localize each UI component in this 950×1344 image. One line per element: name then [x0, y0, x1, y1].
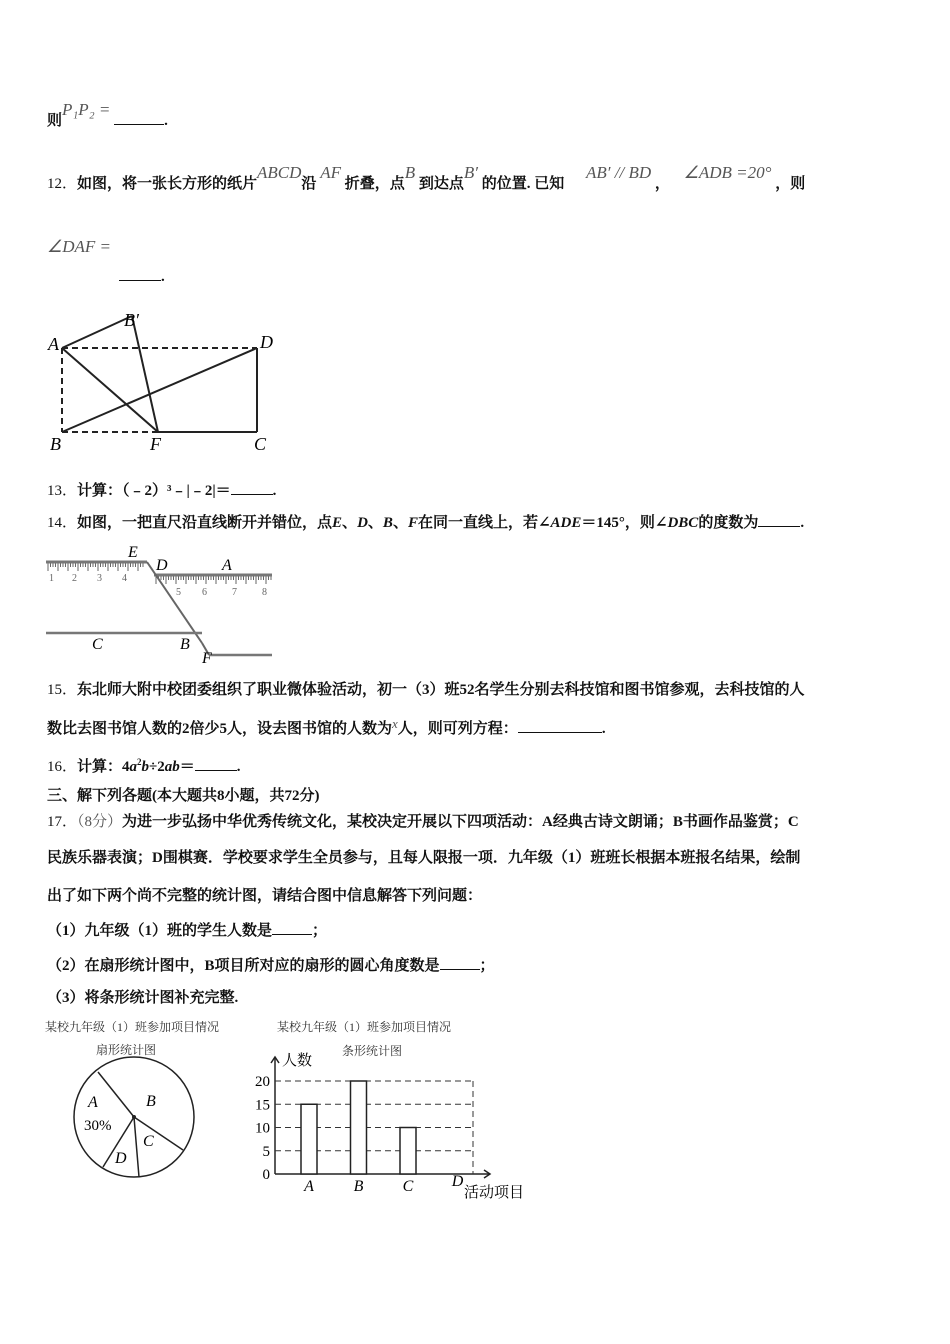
math: ∠ADB =20° — [683, 163, 772, 182]
bar-C — [400, 1128, 416, 1175]
math: B — [382, 515, 393, 531]
math: F — [407, 515, 418, 531]
bar-A — [301, 1104, 317, 1174]
y-tick-label: 5 — [262, 1143, 270, 1160]
y-tick-label: 15 — [255, 1097, 270, 1114]
q17-line3: 出了如下两个尚不完整的统计图，请结合图中信息解答下列问题： — [47, 888, 483, 904]
q17-sub3: （3）将条形统计图补充完整. — [47, 990, 239, 1006]
question-number: 15． — [47, 682, 78, 698]
label-b: B — [50, 434, 61, 454]
line-af — [62, 348, 158, 432]
tick-label: 2 — [72, 573, 77, 584]
q12-figure — [40, 310, 280, 455]
label-b: B — [180, 636, 190, 653]
label-a: A — [48, 334, 59, 354]
text: . — [161, 269, 165, 285]
text: 计算：4 — [77, 759, 130, 775]
question-number: 14． — [47, 515, 78, 531]
text: 为进一步弘扬中华优秀传统文化，某校决定开展以下四项活动：A经典古诗文朗诵；B书画作品鉴赏；C — [122, 814, 799, 830]
label-f: F — [202, 650, 212, 667]
text: ； — [312, 923, 328, 939]
math-expression: P₁P₂ = — [62, 100, 111, 119]
tick-label: 3 — [97, 573, 102, 584]
answer-blank[interactable] — [195, 756, 237, 771]
label-a: A — [222, 557, 232, 574]
text: ＝ — [179, 759, 195, 775]
q17-line2: 民族乐器表演；D围棋赛．学校要求学生全员参与，且每人限报一项．九年级（1）班班长根据本班报名结果，绘制 — [47, 850, 801, 866]
pie-slice-boundary — [134, 1117, 183, 1150]
y-tick-label: 20 — [255, 1074, 270, 1090]
text: . — [236, 759, 241, 775]
text: ＝145°，则∠ — [581, 515, 668, 531]
pie-percent-a: 30% — [84, 1118, 112, 1134]
math: AB′ // BD — [586, 163, 652, 182]
pie-title: 某校九年级（1）班参加项目情况 — [45, 1020, 220, 1034]
text: 的度数为 — [698, 515, 759, 531]
bar-chart — [250, 1015, 550, 1205]
score: （8分） — [77, 814, 123, 830]
text: ÷2 — [149, 759, 165, 775]
pie-slice-boundary — [134, 1117, 139, 1177]
q16-text — [47, 752, 241, 777]
label-d: D — [260, 332, 273, 352]
label-e: E — [128, 544, 138, 561]
answer-blank[interactable] — [119, 266, 161, 281]
ruler-ticks-left — [48, 563, 143, 571]
text: 计算：（﹣2）³﹣|﹣2|＝ — [77, 483, 231, 499]
math: a — [129, 759, 138, 775]
text: 则 — [47, 113, 63, 129]
pie-chart — [40, 1015, 245, 1190]
ruler-ticks-right — [156, 576, 271, 584]
answer-blank[interactable] — [272, 920, 312, 935]
math: B — [404, 163, 416, 182]
x-tick-label: B — [353, 1178, 364, 1195]
x-tick-label: D — [451, 1173, 464, 1190]
text: 、 — [367, 515, 383, 531]
label-f: F — [150, 434, 161, 454]
math: b — [141, 759, 150, 775]
answer-blank[interactable] — [518, 718, 602, 733]
text: . — [164, 113, 168, 129]
pie-label-a: A — [88, 1094, 98, 1111]
text: ，则 — [775, 176, 806, 192]
tick-label: 7 — [232, 587, 237, 598]
math: ab — [164, 759, 180, 775]
question-number: 17． — [47, 814, 78, 830]
pie-center — [132, 1115, 136, 1119]
text: （2）在扇形统计图中，B项目所对应的扇形的圆心角度数是 — [47, 958, 440, 974]
y-axis-label: 人数 — [282, 1053, 313, 1069]
answer-blank[interactable] — [231, 480, 273, 495]
text: . — [272, 483, 277, 499]
answer-blank[interactable] — [114, 110, 164, 125]
tick-label: 5 — [176, 587, 181, 598]
line-b1f — [132, 316, 158, 432]
pie-label-b: B — [146, 1093, 156, 1110]
q17-sub2 — [47, 955, 495, 976]
question-number: 16． — [47, 759, 78, 775]
tick-label: 6 — [202, 587, 207, 598]
q13-text — [47, 480, 276, 501]
question-number: 12． — [47, 176, 78, 192]
text: 东北师大附中校团委组织了职业微体验活动，初一（3）班52名学生分别去科技馆和图书馆参观，去科技馆的人 — [77, 682, 805, 698]
pie-label-d: D — [115, 1150, 127, 1167]
q17-sub1 — [47, 920, 327, 941]
label-b-prime: B′ — [124, 310, 139, 330]
math: 2 — [137, 757, 142, 767]
text: 到达点 — [418, 176, 464, 192]
text: . — [601, 721, 606, 737]
x-axis-label: 活动项目 — [464, 1185, 525, 1201]
math: ∠DAF = — [47, 237, 112, 256]
section-heading: 三、解下列各题(本大题共8小题，共72分) — [47, 788, 320, 804]
label-d: D — [156, 557, 168, 574]
pie-slice-boundary — [98, 1072, 134, 1117]
answer-blank[interactable] — [440, 955, 480, 970]
y-tick-label: 0 — [262, 1167, 270, 1183]
q15-line2 — [47, 718, 606, 739]
q14-text — [47, 512, 804, 533]
q12-answer-line — [47, 237, 165, 287]
math: DBC — [667, 515, 699, 531]
text: 折叠，点 — [344, 176, 405, 192]
math: E — [332, 515, 343, 531]
text: 沿 — [301, 176, 317, 192]
tick-label: 4 — [122, 573, 127, 584]
text: ， — [654, 176, 670, 192]
label-c: C — [254, 434, 267, 454]
text: 在同一直线上，若∠ — [417, 515, 551, 531]
q15-line1 — [47, 680, 805, 700]
q12-text — [47, 163, 806, 194]
text: ； — [479, 958, 495, 974]
pie-subtitle: 扇形统计图 — [96, 1043, 157, 1057]
text: （1）九年级（1）班的学生人数是 — [47, 923, 273, 939]
bar-B — [351, 1081, 367, 1174]
text: 数比去图书馆人数的2倍少5人，设去图书馆的人数为 — [47, 721, 393, 737]
q17-line1 — [47, 812, 799, 832]
tick-label: 8 — [262, 587, 267, 598]
text: 如图，将一张长方形的纸片 — [77, 176, 258, 192]
x-tick-label: A — [304, 1178, 314, 1195]
text: . — [800, 515, 805, 531]
x-tick-label: C — [402, 1178, 414, 1195]
text: 、 — [392, 515, 408, 531]
text: 、 — [342, 515, 358, 531]
line-bd — [62, 348, 257, 432]
text: 如图，一把直尺沿直线断开并错位，点 — [77, 515, 333, 531]
label-c: C — [92, 636, 103, 653]
y-tick-label: 10 — [255, 1120, 270, 1137]
answer-blank[interactable] — [758, 512, 800, 527]
bar-subtitle: 条形统计图 — [342, 1044, 403, 1058]
bar-title: 某校九年级（1）班参加项目情况 — [277, 1020, 452, 1034]
pie-label-c: C — [143, 1133, 154, 1150]
math: ADE — [550, 515, 582, 531]
math: x — [392, 716, 398, 731]
q11-answer-line — [47, 100, 168, 131]
text: 人，则可列方程： — [397, 721, 518, 737]
question-number: 13． — [47, 483, 78, 499]
q14-ruler-figure — [44, 543, 284, 668]
math: D — [357, 515, 368, 531]
math: ABCD — [257, 163, 302, 182]
math: AF — [320, 163, 341, 182]
tick-label: 1 — [49, 573, 54, 584]
text: 的位置. 已知 — [481, 176, 565, 192]
math: B′ — [463, 163, 478, 182]
line-ab1 — [62, 316, 132, 348]
